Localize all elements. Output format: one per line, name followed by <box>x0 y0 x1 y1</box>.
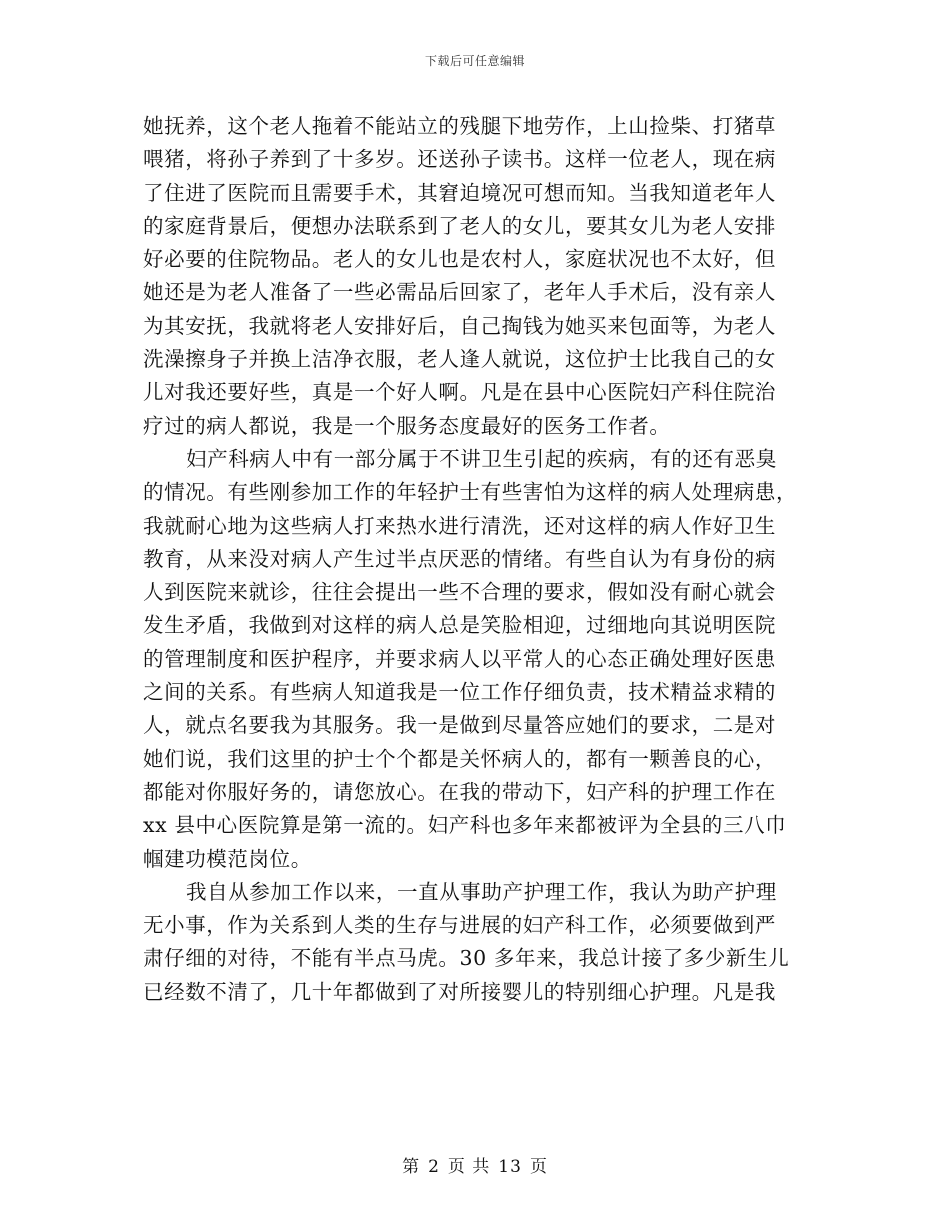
paragraph-1 <box>143 110 805 443</box>
text-line: 儿对我还要好些，真是一个好人啊。凡是在县中心医院妇产科住院治 <box>143 380 776 405</box>
text-line: 为其安抚，我就将老人安排好后，自己掏钱为她买来包面等，为老人 <box>143 313 776 338</box>
paragraph-3 <box>143 876 805 1009</box>
text-line: 之间的关系。有些病人知道我是一位工作仔细负责，技术精益求精的 <box>143 680 776 705</box>
document-body <box>143 110 805 1009</box>
text-line: 洗澡擦身子并换上洁净衣服，老人逢人就说，这位护士比我自己的女 <box>143 347 776 372</box>
page-header-note: 下载后可任意编辑 <box>424 54 525 68</box>
text-line: 肃仔细的对待，不能有半点马虎。30 多年来，我总计接了多少新生儿 <box>143 946 790 971</box>
text-line: 发生矛盾，我做到对这样的病人总是笑脸相迎，过细地向其说明医院 <box>143 613 776 638</box>
text-line: 她还是为老人准备了一些必需品后回家了，老年人手术后，没有亲人 <box>143 280 776 305</box>
text-line: 我就耐心地为这些病人打来热水进行清洗，还对这样的病人作好卫生 <box>143 513 776 538</box>
text-line: 喂猪，将孙子养到了十多岁。还送孙子读书。这样一位老人，现在病 <box>143 147 776 172</box>
text-line: 好必要的住院物品。老人的女儿也是农村人，家庭状况也不太好，但 <box>143 247 776 272</box>
text-line: 无小事，作为关系到人类的生存与进展的妇产科工作，必须要做到严 <box>143 913 776 938</box>
text-line: 了住进了医院而且需要手术，其窘迫境况可想而知。当我知道老年人 <box>143 180 776 205</box>
text-line: 教育，从来没对病人产生过半点厌恶的情绪。有些自认为有身份的病 <box>143 546 776 571</box>
text-line: 的情况。有些刚参加工作的年轻护士有些害怕为这样的病人处理病患， <box>143 480 798 505</box>
footer-middle: 页 共 <box>447 1157 491 1177</box>
text-line: 已经数不清了，几十年都做到了对所接婴儿的特别细心护理。凡是我 <box>143 979 776 1004</box>
text-line: 疗过的病人都说，我是一个服务态度最好的医务工作者。 <box>143 413 671 438</box>
text-line: 人到医院来就诊，往往会提出一些不合理的要求，假如没有耐心就会 <box>143 580 776 605</box>
text-line: 都能对你服好务的，请您放心。在我的带动下，妇产科的护理工作在 <box>143 779 776 804</box>
text-line: 我自从参加工作以来，一直从事助产护理工作，我认为助产护理 <box>186 879 777 904</box>
text-line: 帼建功模范岗位。 <box>143 846 312 871</box>
text-line: 人，就点名要我为其服务。我一是做到尽量答应她们的要求，二是对 <box>143 713 776 738</box>
paragraph-2 <box>143 443 805 876</box>
text-line: 妇产科病人中有一部分属于不讲卫生引起的疾病，有的还有恶臭 <box>186 446 777 471</box>
text-line: 她抚养，这个老人拖着不能站立的残腿下地劳作，上山捡柴、打猪草 <box>143 114 776 138</box>
footer-prefix: 第 <box>402 1157 421 1177</box>
text-line: 的家庭背景后，便想办法联系到了老人的女儿，要其女儿为老人安排 <box>143 213 776 238</box>
text-line: 她们说，我们这里的护士个个都是关怀病人的，都有一颗善良的心， <box>143 746 776 771</box>
footer-suffix: 页 <box>529 1157 548 1177</box>
text-line: xx 县中心医院算是第一流的。妇产科也多年来都被评为全县的三八巾 <box>143 813 787 838</box>
total-page-number: 13 <box>498 1157 522 1177</box>
text-line: 的管理制度和医护程序，并要求病人以平常人的心态正确处理好医患 <box>143 646 776 671</box>
page-number-footer <box>0 1152 950 1177</box>
current-page-number: 2 <box>428 1157 440 1177</box>
